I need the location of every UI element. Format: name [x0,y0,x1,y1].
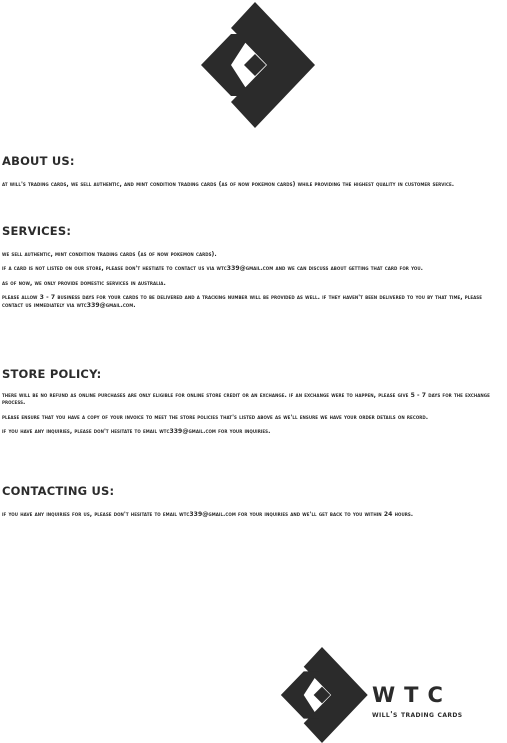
about-text: at will's trading cards, we sell authentic, and mint condition trading cards (as of now pokemon cards) while providing the highest quality in customer service. [2,181,455,188]
contact-section [2,484,413,518]
contact-heading: CONTACTING US: [2,484,115,498]
services-paragraph: we sell authentic, mint condition trading cards (as of now pokemon cards). [2,251,217,258]
policy-paragraph: there will be no refund as online purchases are only eligible for online store credit or an exchange. if an exchange were to happen, please give 5 - 7 days for the exchange process. [2,392,490,407]
diamond-logo-icon [195,2,315,128]
contact-text: if you have any inquiries for us, please don't hesitate to email wtc339@gmail.com for your inquiries and we'll get back to you within 24 hours. [2,511,414,518]
services-paragraph: if a card is not listed on our store, please don't hestiate to contact us via wtc339@gmail.com and we can discuss about getting that card for you. [2,265,423,273]
policy-heading: STORE POLICY: [2,367,102,381]
brand-mark: WTC [372,683,452,707]
services-paragraph: please allow 3 - 7 business days for your cards to be delivered and a tracking number will be provided as well. if they haven't been delivered to you by that time, please contact us immediately via wtc339@gmail.com. [2,294,483,309]
services-paragraph: as of now, we only provide domestic services in australia. [2,279,166,287]
diamond-logo-icon [276,647,368,743]
brand-wordmark [372,684,506,719]
about-heading: ABOUT US: [2,154,75,168]
brand-name: will's trading cards [372,709,463,719]
services-section [2,224,502,309]
policy-paragraph: if you have any inquiries, please don't hesitate to email wtc339@gmail.com for your inquiries. [2,428,271,436]
policy-section [2,367,502,436]
about-section [2,154,454,188]
policy-paragraph: please ensure that you have a copy of your invoice to meet the store policies that's listed above as we'll ensure we have your order details on record. [2,413,429,421]
services-heading: SERVICES: [2,224,72,238]
